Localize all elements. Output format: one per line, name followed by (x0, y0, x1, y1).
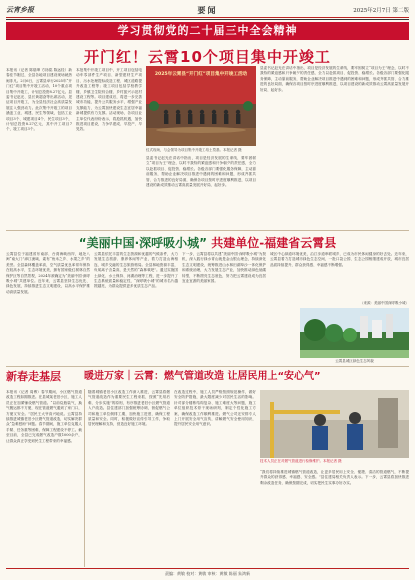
article3-col2: 在改造过程中，施工人员严格按照规范操作，做好安全防护措施，最大限度减少对居民生活的影响。针对部分楼栋结构复杂、施工难度大等问题，施工单位组织技术骨干现场研判，制定个性化施工方案，确保改造工作顺利推进。燃气公司还安排专人上门开展安全用气宣传，讲解燃气安全使用知识，提升居民安全用气意识。 (174, 390, 256, 427)
headline-gas-pipeline (84, 369, 409, 385)
article2-col3: 下一步，云霄县将以共建“美丽中国·深呼吸小城”为契机，深入践行绿水青山就是金山银山理念，持续深化生态文明建设，统筹推进山水林田湖草沙一体化保护和系统治理，大力发展生态产业，加快推动绿色低碳转型，不断擦亮生态底色，努力把云霄建设成为宜居宜业宜游的美丽家园。 (182, 252, 266, 284)
gas-repair-photo (260, 390, 409, 458)
article1-col1: 本报讯（记者 陈瑞坤 方扬铭 陈远桂）新春佳节刚过，全县各地项目建设现场就热闹非凡。2月6日，云霄县举行2025年“开门红”项目集中开竣工活动，10个重点项目集中开竣工，计划总投资8.27亿元。县委书记赵光、县长黄超奋等出席活动，见证项目开竣工，为全县经济社会高质量发展注入强劲动力。此次集中开竣工的项目涵盖工业、城建、民生等领域，包括工业项目3个、城建项目4个、民生项目3个，计划总投资8.27亿元，其中开工项目7个，竣工项目3个。 (6, 68, 72, 132)
article1-col3-lower: 县委书记赵光在讲话中指出，项目是经济发展的生命线，要牢固树立“项目为王”理念，以时不我待的紧迫感和只争朝夕的责任感，全力以赴抓项目、促投资、稳增长。各级各部门要强化服务保障，主动靠前服务，帮助企业解决项目推进中遇到的困难和问题，形成齐抓共管、合力推进的良好局面，确保各项目按时序进度顺利推进，以项目建设的新成效推动云霄高质量发展开好局、起好步。 (146, 156, 256, 188)
topic-banner: 学习贯彻党的二十届三中全会精神 (6, 22, 409, 40)
masthead-rule-thin (6, 19, 409, 20)
groundbreaking-photo-art (146, 66, 256, 146)
green-city-photo (300, 308, 409, 358)
masthead-rule (6, 17, 409, 18)
footer-rule (6, 568, 409, 569)
article2-byline: （来源：美丽中国深呼吸小城） (360, 301, 409, 305)
gas-repair-caption: 技术人员正在对燃气管道进行检修维护。本报记者 摄 (260, 459, 342, 463)
green-city-photo-art (300, 308, 409, 358)
headline-projects: 开门红！云霄10个项目集中开竣工 (84, 48, 331, 66)
headline-gas-part1: 暖进万家｜云霄： (84, 371, 164, 382)
column-title-new-year: 新春走基层 (6, 370, 61, 383)
article3-col3: “我们将持续推进城镇燃气管道改造，让更多居民用上安全、便捷、清洁的管道燃气，不断提升群众的获得感、幸福感、安全感。”县住建局相关负责人表示。下一步，云霄县将加快推进剩余改造任务，确保按期完成，切实把民生实事办好办实。 (260, 470, 409, 485)
box3-divider (84, 389, 85, 567)
article2-col2: 云霄县依托丰富的生态资源和优越的气候条件，大力发展生态旅游、康养休闲等产业，着力打造山海相连、城乡交融的生态旅游格局。全县林地资源丰富，负氧离子含量高，是天然的“森林氧吧”。通过实施国土绿化、水土保持、河湖治理等工程，进一步提升了生态系统质量和稳定性，“深呼吸小城”的城市名片越擦越亮，为群众提供更多优质生态产品。 (94, 252, 178, 289)
paper-name: 云宵乡报 (6, 5, 34, 14)
gas-repair-photo-art (260, 390, 409, 458)
headline-breathing-city-rest: 共建单位-福建省云霄县 (211, 236, 337, 250)
box3-col1: 本报讯（记者 周博）春节期间，小区燃气管道改造工程如期推进。在县城某老旧小区，施工人员正在加紧铺设燃气管道。“以前烧瓶装气，换气搬运都不方便，现在管道燃气通到了家门口，方便又安全。”居民王大爷高兴地说。云霄县持续推进城镇老旧小区燃气管道改造，切实解决群众“急难愁盼”问题。春节期间，施工单位克服人手紧、任务重等困难，保障工程建设不停工。截至目前，全县已完成燃气改造户数1000余户，让群众真正享受到民生工程带来的幸福感。 (6, 390, 82, 443)
groundbreaking-photo (146, 66, 256, 146)
section-title: 要闻 (197, 4, 218, 15)
article2-col4: 城区中心绿道环境优美，沿江步道串联城乡，已成为市民休闲健身的好去处。近年来，云霄县着力打造城市绿色生态空间，一批口袋公园、生态公园相继建成开放，城市宜居品质持续提升，群众获得感、幸福感不断增强。 (270, 252, 409, 267)
headline-breathing-city-quote: “美丽中国·深呼吸小城” (78, 236, 208, 250)
section-divider-1 (6, 230, 409, 231)
issue-date: 2025年2月7日 第二版 (353, 8, 409, 14)
article2-col1: 云霄县位于福建省东南部、台湾海峡西岸，地处八闽“南大门”漳江流域，素有“鱼米之乡、水果之乡”的美誉。全县森林覆盖率高，空气质量优良率常年保持在较高水平，生态环境优美，拥有国家级红树林自然保护区等自然景观，2024年被确定为“美丽中国·深呼吸小城”共建单位。近年来，云霄县坚持生态优先、绿色发展，持续推进生态文明建设，以高水平保护推动高质量发展。 (6, 252, 90, 294)
masthead (6, 4, 409, 16)
groundbreaking-caption: 仪式现场，与会领导为项目集中开竣工培土奠基。本报记者 摄 (146, 148, 242, 152)
article3-col1: 随着城镇老旧小区改造工作深入推进，云霄县将燃气管道改造作为重要民生工程来抓，按照“先易后难、分步实施”的原则，有序推进老旧小区燃气管道入户改造。县住建部门加强统筹协调，督促燃气公司和施工单位倒排工期，加快施工进度，确保工程质量和安全。同时，积极做好宣传引导工作，争取居民理解和支持，营造良好施工环境。 (88, 390, 170, 427)
editor-credits: 责编：黄敏 校对：黄敏 审核：黄敏 陈丽 朱鸿新 (164, 571, 251, 576)
green-city-caption: 云霄县城区绿色生态风貌 (335, 359, 374, 363)
headline-breathing-city (6, 234, 409, 251)
photo-signboard: 2025年云霄县“开门红”项目集中开竣工活动 (154, 72, 248, 77)
section-divider-2 (6, 366, 409, 367)
article1-col2: 本批集中开竣工项目中，开工项目包括电动车零部件生产项目、新型建材生产项目、污水处理提标改造工程、城区道路提升改造工程等；竣工项目包括学校教学楼、乡镇卫生院综合楼、乡村振兴示范村建设工程等。项目建成后，将进一步完善城市功能，提升公共服务水平，增强产业支撑能力，为云霄加快建设生态宜居幸福新城提供有力支撑。活动现场，各项目业主单位代表纷纷表示，将抢抓机遇，加快推进项目建设，力争早建成、早投产、早见效。 (76, 68, 142, 132)
article1-col3: 县委书记赵光在讲话中指出，项目是经济发展的生命线，要牢固树立“项目为王”理念，以时不我待的紧迫感和只争朝夕的责任感，全力以赴抓项目、促投资、稳增长。各级各部门要强化服务保障，主动靠前服务，帮助企业解决项目推进中遇到的困难和问题，形成齐抓共管、合力推进的良好局面，确保各项目按时序进度顺利推进，以项目建设的新成效推动云霄高质量发展开好局、起好步。 (260, 66, 409, 92)
headline-gas-part2: 燃气管道改造 让居民用上“安心气” (164, 371, 321, 382)
